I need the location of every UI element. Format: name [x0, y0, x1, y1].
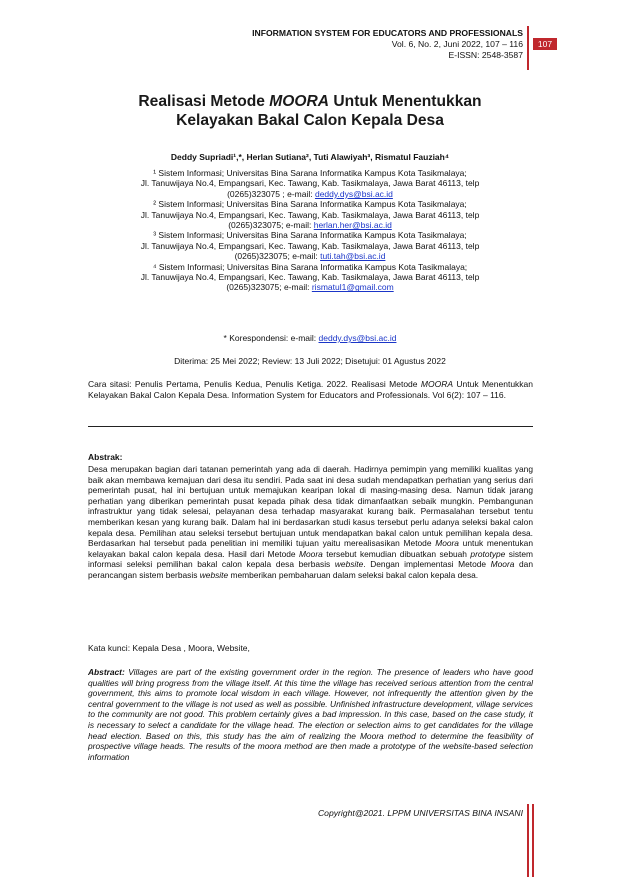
footer-accent-bar [527, 804, 529, 877]
affiliation-line: Jl. Tanuwijaya No.4, Empangsari, Kec. Tawang, Kab. Tasikmalaya, Jawa Barat 46113, telp [140, 178, 480, 189]
affiliation-line: ³ Sistem Informasi; Universitas Bina Sarana Informatika Kampus Kota Tasikmalaya; [153, 230, 467, 241]
correspondence-email-link[interactable]: deddy.dys@bsi.ac.id [318, 333, 397, 343]
abstract-en-body: Villages are part of the existing government order in the region. The presence of leaders who have good qualities will bring progress from the village itself. At this time the village has received serious attention from the central government, this aims to promote local wisdom in each village. However, not infrequently the attention given by the central government to the village is not used as well as possible. Unfinished infrastructure development, village services to the community are not good. This problem certainly gives a bad impression. In this case, based on the case study, it is necessary to select a candidate for the village head. The election or selection aims to get candidates for the village head election. Based on this, this study has the aim of realizing the Moora method to determine the feasibility of prospective village heads. The results of the moora method are then made a prototype of the website-based selection information [88, 667, 533, 762]
section-divider [88, 426, 533, 427]
affiliation-line: ² Sistem Informasi; Universitas Bina Sarana Informatika Kampus Kota Tasikmalaya; [153, 199, 467, 210]
affiliation-2 [87, 199, 533, 230]
affiliation-line: Jl. Tanuwijaya No.4, Empangsari, Kec. Tawang, Kab. Tasikmalaya, Jawa Barat 46113, telp [140, 272, 480, 283]
affiliation-line [87, 282, 533, 292]
citation [88, 379, 533, 400]
abstract-id-body: Desa merupakan bagian dari tatanan pemerintah yang ada di daerah. Hadirnya pemimpin yang memiliki kualitas yang baik akan membawa kemajuan dari desa itu sendiri. Pada saat ini desa sudah mendapatkan perhatian yang serius dari pemerintah pusat, hal ini bertujuan untuk memajukan kearipan lokal di masing-masing desa. Namun tidak jarang perhatian yang diberikan pemerintah pusat kepada pihak desa tidak dimanfaatkan sebaik mungkin. Pembangunan infrastruktur yang tidak selesai, pelayanan desa terhadap masyarakat kurang baik. Permasalahan tersebut tentu memberikan kesan yang kurang baik. Dalam hal ini berdasarkan studi kasus tersebut perlu adanya seleksi bakal calon kepala desa. Pemilihan atau seleksi tersebut bertujuan untuk mendapatkan bakal calon untuk pemilihan kepala desa. Berdasarkan hal tersebut pada penelitian ini memiliki tujuan yaitu merealisasikan Metode Moora untuk menentukan kelayakan bakal calon kepala desa. Hasil dari Metode Moora tersebut kemudian dibuatkan sebuah prototype sistem informasi seleksi pemilihan bakal calon kepala desa berbasis website. Dengan implementasi Metode Moora dan perancangan sistem berbasis website memberikan pembaharuan dalam seleksi bakal calon kepala desa. [88, 464, 533, 580]
citation-italic: MOORA [420, 379, 454, 389]
page-number: 107 [533, 38, 557, 50]
affiliation-1 [87, 168, 533, 199]
title-part2: Untuk Menentukkan [329, 93, 482, 110]
journal-volume: Vol. 6, No. 2, Juni 2022, 107 – 116 [391, 39, 523, 49]
affiliation-line: Jl. Tanuwijaya No.4, Empangsari, Kec. Tawang, Kab. Tasikmalaya, Jawa Barat 46113, telp [140, 240, 480, 251]
footer-accent-bar-2 [532, 804, 534, 877]
paper-title [90, 92, 530, 130]
title-italic: MOORA [269, 93, 330, 110]
affiliation-3 [87, 230, 533, 261]
abstract-en-heading: Abstract: [88, 667, 125, 677]
title-line2: Kelayakan Bakal Calon Kepala Desa [176, 112, 444, 129]
affiliation-line: ⁴ Sistem Informasi; Universitas Bina Sarana Informatika Kampus Kota Tasikmalaya; [152, 261, 468, 272]
correspondence-label: * Korespondensi: e-mail: [223, 333, 319, 343]
journal-issn: E-ISSN: 2548-3587 [448, 50, 523, 60]
header-accent-bar [527, 26, 529, 70]
affiliation-4 [87, 262, 533, 293]
abstract-id [88, 464, 533, 581]
citation-suffix: Untuk Menentukkan Kelayakan Bakal Calon Kepala Desa. Information System for Educators and Professionals. Vol 6(2): 107 – 116. [88, 379, 533, 400]
submission-dates: Diterima: 25 Mei 2022; Review: 13 Juli 2022; Disetujui: 01 Agustus 2022 [174, 356, 446, 366]
email-link[interactable]: tuti.tah@bsi.ac.id [320, 251, 386, 262]
author-list: Deddy Supriadi¹,*, Herlan Sutiana², Tuti Alawiyah³, Rismatul Fauziah⁴ [170, 152, 450, 162]
affiliation-line: ¹ Sistem Informasi; Universitas Bina Sarana Informatika Kampus Kota Tasikmalaya; [153, 168, 467, 178]
email-link[interactable]: rismatul1@gmail.com [311, 282, 394, 293]
correspondence [87, 333, 533, 343]
footer-copyright: Copyright@2021. LPPM UNIVERSITAS BINA INSANI [317, 808, 523, 818]
affiliation-line [87, 251, 533, 261]
title-part1: Realisasi Metode [138, 93, 270, 110]
email-link[interactable]: herlan.her@bsi.ac.id [313, 220, 392, 231]
affiliation-line: Jl. Tanuwijaya No.4, Empangsari, Kec. Tawang, Kab. Tasikmalaya, Jawa Barat 46113, telp [140, 209, 480, 220]
keywords: Kata kunci: Kepala Desa , Moora, Website, [88, 643, 250, 653]
affiliation-contact: (0265)323075; e-mail: [234, 251, 321, 262]
affiliation-line [87, 220, 533, 230]
affiliation-contact: (0265)323075; e-mail: [226, 282, 312, 293]
abstract-en [88, 667, 533, 762]
affiliation-contact: (0265)323075 ; e-mail: [227, 188, 315, 199]
affiliation-line [87, 189, 533, 199]
affiliations [87, 168, 533, 293]
email-link[interactable]: deddy.dys@bsi.ac.id [314, 188, 393, 199]
affiliation-contact: (0265)323075; e-mail: [228, 220, 314, 231]
citation-prefix: Cara sitasi: Penulis Pertama, Penulis Kedua, Penulis Ketiga. 2022. Realisasi Metode [88, 379, 421, 389]
journal-name: INFORMATION SYSTEM FOR EDUCATORS AND PROFESSIONALS [252, 28, 523, 38]
abstract-heading: Abstrak: [88, 452, 123, 462]
